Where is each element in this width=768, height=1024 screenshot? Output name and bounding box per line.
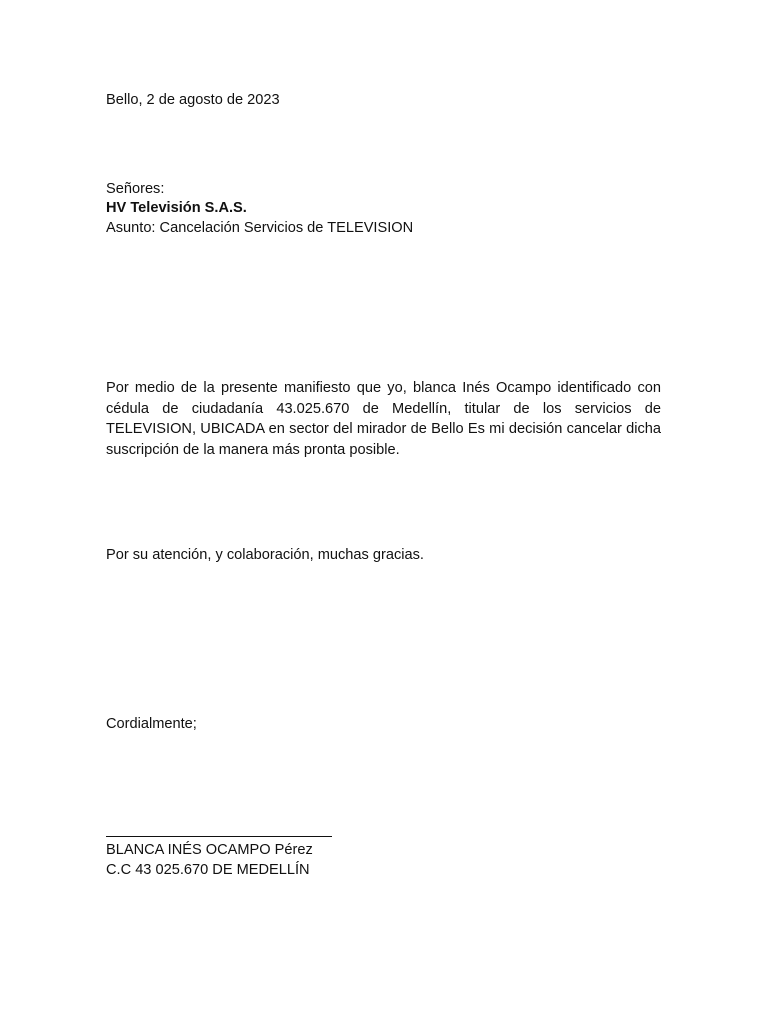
signature-line — [106, 836, 332, 837]
salutation: Señores: — [106, 181, 165, 197]
date-line: Bello, 2 de agosto de 2023 — [106, 92, 280, 108]
closing-line: Cordialmente; — [106, 716, 197, 732]
signature-id: C.C 43 025.670 DE MEDELLÍN — [106, 862, 310, 878]
subject-line: Asunto: Cancelación Servicios de TELEVISION — [106, 220, 414, 236]
signature-name: BLANCA INÉS OCAMPO Pérez — [106, 842, 313, 858]
thanks-line: Por su atención, y colaboración, muchas gracias. — [106, 547, 424, 563]
recipient-company: HV Televisión S.A.S. — [106, 200, 247, 216]
body-paragraph: Por medio de la presente manifiesto que yo, blanca Inés Ocampo identificado con cédula de ciudadanía 43.025.670 de Medellín, titular de los servicios de TELEVISION, UBICADA en sector del mirador de Bello Es mi decisión cancelar dicha suscripción de la manera más pronta posible. — [106, 380, 661, 458]
